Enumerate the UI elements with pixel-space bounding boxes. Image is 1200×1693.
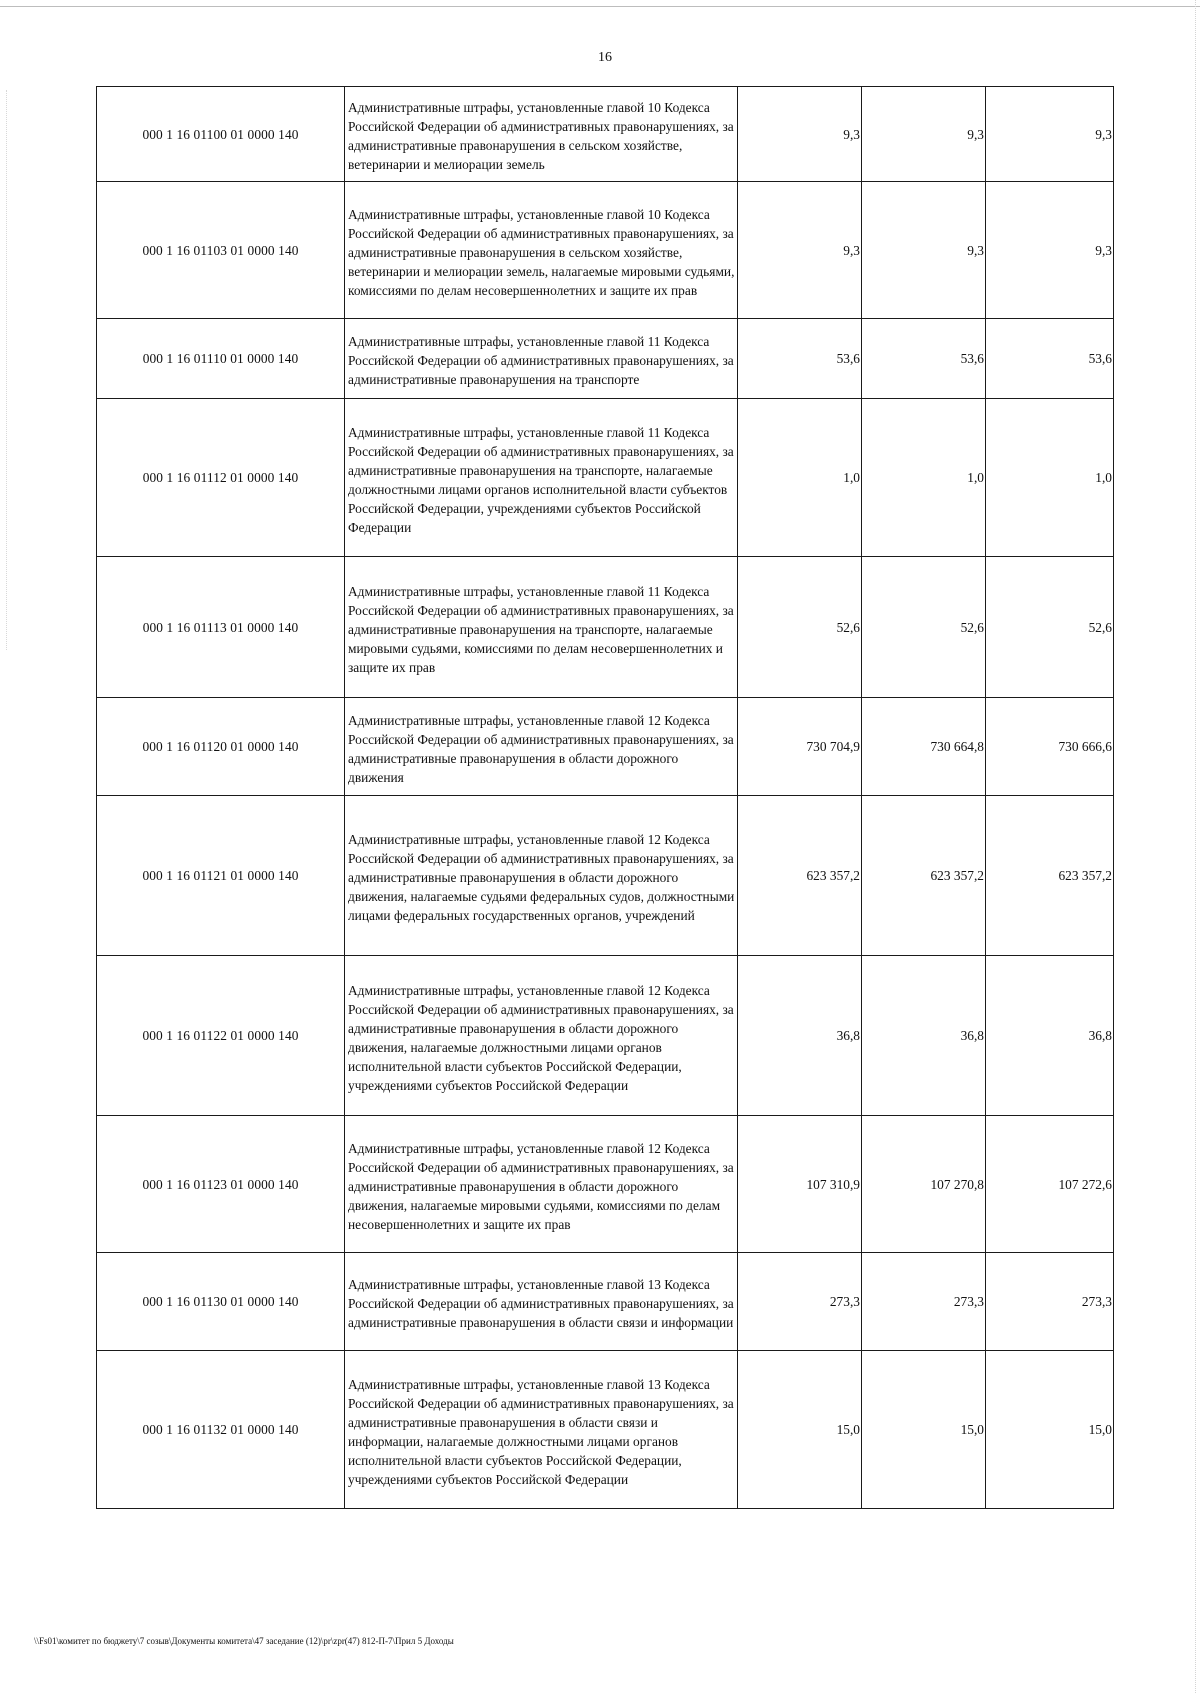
scan-edge-right: [1194, 0, 1196, 1693]
amount-cell-1: 1,0: [738, 399, 862, 557]
amount-cell-3: 52,6: [986, 557, 1114, 698]
amount-cell-3: 107 272,6: [986, 1116, 1114, 1253]
budget-code-cell: 000 1 16 01130 01 0000 140: [97, 1253, 345, 1351]
amount-cell-1: 623 357,2: [738, 796, 862, 956]
description-cell: Административные штрафы, установленные главой 12 Кодекса Российской Федерации об административных правонарушениях, за административные правонарушения в области дорожного движения, налагаемые должностными лицами органов исполнительной власти субъектов Российской Федерации, учреждениями субъектов Российской Федерации: [345, 956, 738, 1116]
amount-cell-2: 9,3: [862, 182, 986, 319]
table-row: [97, 956, 1114, 1116]
budget-code-cell: 000 1 16 01123 01 0000 140: [97, 1116, 345, 1253]
budget-revenue-table: [96, 86, 1114, 1509]
table-row: [97, 1116, 1114, 1253]
amount-cell-3: 273,3: [986, 1253, 1114, 1351]
table-row: [97, 698, 1114, 796]
amount-cell-1: 36,8: [738, 956, 862, 1116]
description-cell: Административные штрафы, установленные главой 13 Кодекса Российской Федерации об административных правонарушениях, за административные правонарушения в области связи и информации, налагаемые должностными лицами органов исполнительной власти субъектов Российской Федерации, учреждениями субъектов Российской Федерации: [345, 1351, 738, 1509]
amount-cell-2: 730 664,8: [862, 698, 986, 796]
budget-code-cell: 000 1 16 01100 01 0000 140: [97, 87, 345, 182]
amount-cell-2: 52,6: [862, 557, 986, 698]
budget-code-cell: 000 1 16 01112 01 0000 140: [97, 399, 345, 557]
budget-code-cell: 000 1 16 01120 01 0000 140: [97, 698, 345, 796]
amount-cell-3: 15,0: [986, 1351, 1114, 1509]
page-number: 16: [598, 50, 612, 65]
amount-cell-1: 9,3: [738, 182, 862, 319]
amount-cell-3: 623 357,2: [986, 796, 1114, 956]
amount-cell-3: 9,3: [986, 182, 1114, 319]
budget-code-cell: 000 1 16 01132 01 0000 140: [97, 1351, 345, 1509]
amount-cell-1: 53,6: [738, 319, 862, 399]
amount-cell-3: 53,6: [986, 319, 1114, 399]
amount-cell-1: 52,6: [738, 557, 862, 698]
table-row: [97, 399, 1114, 557]
budget-code-cell: 000 1 16 01110 01 0000 140: [97, 319, 345, 399]
budget-code-cell: 000 1 16 01113 01 0000 140: [97, 557, 345, 698]
amount-cell-3: 730 666,6: [986, 698, 1114, 796]
budget-code-cell: 000 1 16 01122 01 0000 140: [97, 956, 345, 1116]
amount-cell-2: 273,3: [862, 1253, 986, 1351]
amount-cell-1: 273,3: [738, 1253, 862, 1351]
description-cell: Административные штрафы, установленные главой 12 Кодекса Российской Федерации об административных правонарушениях, за административные правонарушения в области дорожного движения, налагаемые судьями федеральных судов, должностными лицами федеральных государственных органов, учреждений: [345, 796, 738, 956]
amount-cell-1: 107 310,9: [738, 1116, 862, 1253]
table-row: [97, 557, 1114, 698]
scan-edge-left: [6, 90, 8, 650]
table-row: [97, 1351, 1114, 1509]
table-row: [97, 319, 1114, 399]
footer-file-path: \\Fs01\комитет по бюджету\7 созыв\Документы комитета\47 заседание (12)\pr\zpr(47) 812-П-7\Прил 5 Доходы: [34, 1636, 454, 1646]
amount-cell-1: 730 704,9: [738, 698, 862, 796]
description-cell: Административные штрафы, установленные главой 12 Кодекса Российской Федерации об административных правонарушениях, за административные правонарушения в области дорожного движения, налагаемые мировыми судьями, комиссиями по делам несовершеннолетних и защите их прав: [345, 1116, 738, 1253]
description-cell: Административные штрафы, установленные главой 11 Кодекса Российской Федерации об административных правонарушениях, за административные правонарушения на транспорте: [345, 319, 738, 399]
description-cell: Административные штрафы, установленные главой 10 Кодекса Российской Федерации об административных правонарушениях, за административные правонарушения в сельском хозяйстве, ветеринарии и мелиорации земель: [345, 87, 738, 182]
description-cell: Административные штрафы, установленные главой 11 Кодекса Российской Федерации об административных правонарушениях, за административные правонарушения на транспорте, налагаемые должностными лицами органов исполнительной власти субъектов Российской Федерации, учреждениями субъектов Российской Федерации: [345, 399, 738, 557]
table-row: [97, 87, 1114, 182]
amount-cell-2: 623 357,2: [862, 796, 986, 956]
amount-cell-3: 36,8: [986, 956, 1114, 1116]
amount-cell-1: 9,3: [738, 87, 862, 182]
table-row: [97, 182, 1114, 319]
amount-cell-3: 1,0: [986, 399, 1114, 557]
table-row: [97, 796, 1114, 956]
description-cell: Административные штрафы, установленные главой 10 Кодекса Российской Федерации об административных правонарушениях, за административные правонарушения в сельском хозяйстве, ветеринарии и мелиорации земель, налагаемые мировыми судьями, комиссиями по делам несовершеннолетних и защите их прав: [345, 182, 738, 319]
amount-cell-2: 53,6: [862, 319, 986, 399]
description-cell: Административные штрафы, установленные главой 12 Кодекса Российской Федерации об административных правонарушениях, за административные правонарушения в области дорожного движения: [345, 698, 738, 796]
amount-cell-2: 9,3: [862, 87, 986, 182]
amount-cell-2: 15,0: [862, 1351, 986, 1509]
description-cell: Административные штрафы, установленные главой 11 Кодекса Российской Федерации об административных правонарушениях, за административные правонарушения на транспорте, налагаемые мировыми судьями, комиссиями по делам несовершеннолетних и защите их прав: [345, 557, 738, 698]
amount-cell-2: 107 270,8: [862, 1116, 986, 1253]
budget-code-cell: 000 1 16 01103 01 0000 140: [97, 182, 345, 319]
budget-code-cell: 000 1 16 01121 01 0000 140: [97, 796, 345, 956]
scan-edge-top: [0, 6, 1200, 9]
table-row: [97, 1253, 1114, 1351]
amount-cell-2: 36,8: [862, 956, 986, 1116]
amount-cell-2: 1,0: [862, 399, 986, 557]
description-cell: Административные штрафы, установленные главой 13 Кодекса Российской Федерации об административных правонарушениях, за административные правонарушения в области связи и информации: [345, 1253, 738, 1351]
amount-cell-3: 9,3: [986, 87, 1114, 182]
amount-cell-1: 15,0: [738, 1351, 862, 1509]
